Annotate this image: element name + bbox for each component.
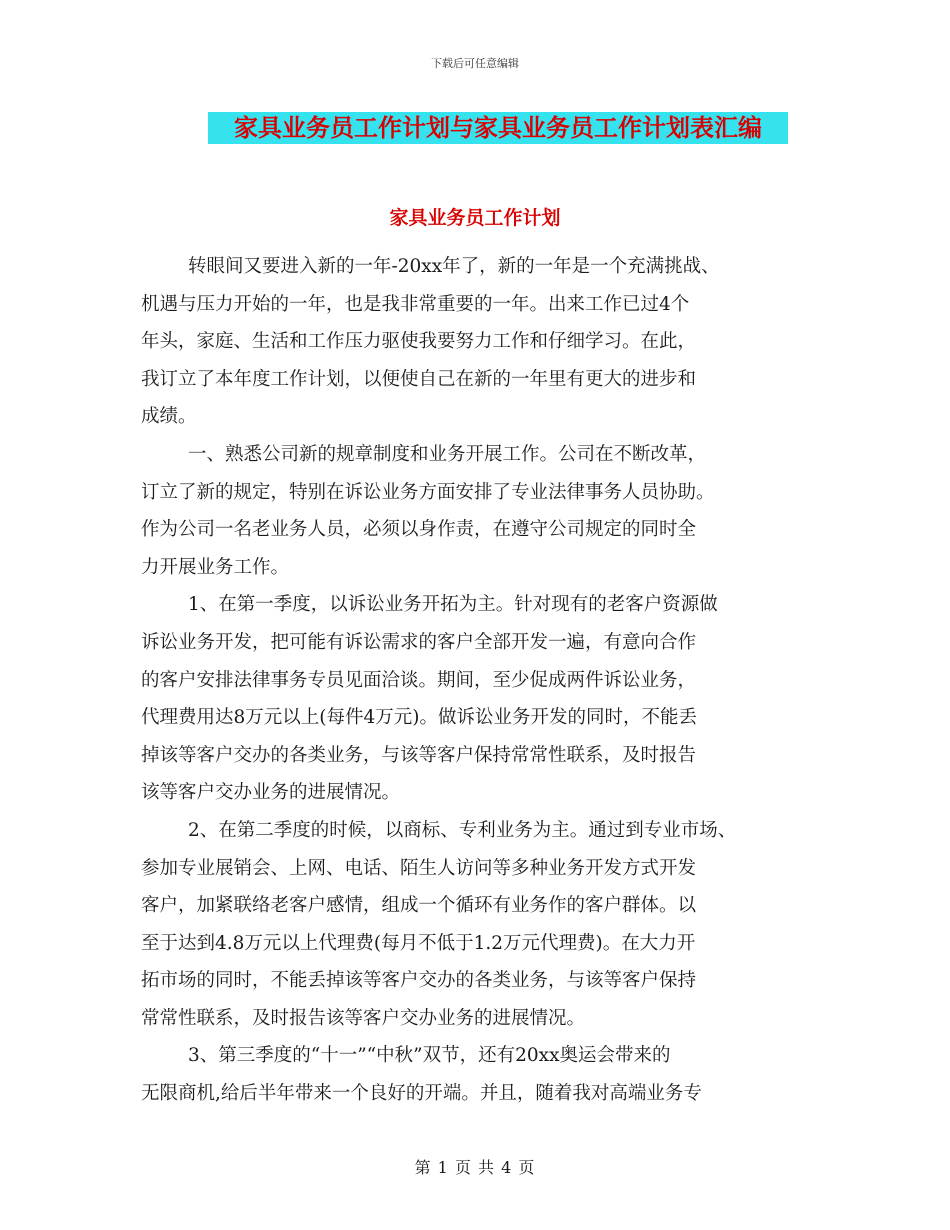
text-line: 我订立了本年度工作计划，以便使自己在新的一年里有更大的进步和 [141,368,697,390]
text-line: 转眼间又要进入新的一年-20xx年了，新的一年是一个充满挑战、 [188,256,720,277]
text-line: 诉讼业务开发，把可能有诉讼需求的客户全部开发一遍，有意向合作 [141,631,697,653]
text-line: 作为公司一名老业务人员，必须以身作责，在遵守公司规定的同时全 [141,519,697,541]
text-line: 3、第三季度的“十一”“中秋”双节，还有20xx奥运会带来的 [188,1045,671,1067]
text-line: 至于达到4.8万元以上代理费(每月不低于1.2万元代理费)。在大力开 [141,932,696,954]
text-line: 力开展业务工作。 [141,556,290,578]
document-title: 家具业务员工作计划与家具业务员工作计划表汇编 [208,112,788,144]
text-line: 1、在第一季度，以诉讼业务开拓为主。针对现有的老客户资源做 [188,594,718,616]
text-line: 无限商机,给后半年带来一个良好的开端。并且，随着我对高端业务专 [141,1083,702,1105]
text-line: 机遇与压力开始的一年，也是我非常重要的一年。出来工作已过4个 [141,293,690,315]
header-note: 下载后可任意编辑 [431,57,519,70]
text-line: 该等客户交办业务的进展情况。 [141,782,401,804]
text-line: 拓市场的同时，不能丢掉该等客户交办的各类业务，与该等客户保持 [141,970,697,992]
text-line: 代理费用达8万元以上(每件4万元)。做诉讼业务开发的同时，不能丢 [141,707,697,729]
text-line: 一、熟悉公司新的规章制度和业务开展工作。公司在不断改革， [188,443,707,465]
text-line: 成绩。 [141,406,197,428]
document-body [141,248,827,1113]
text-line: 参加专业展销会、上网、电话、陌生人访问等多种业务开发方式开发 [141,857,697,879]
text-line: 掉该等客户交办的各类业务，与该等客户保持常常性联系，及时报告 [141,744,697,766]
text-line: 2、在第二季度的时候，以商标、专利业务为主。通过到专业市场、 [188,819,737,841]
text-line: 常常性联系，及时报告该等客户交办业务的进展情况。 [141,1007,586,1029]
text-line: 订立了新的规定，特别在诉讼业务方面安排了专业法律事务人员协助。 [141,481,715,503]
page-number: 第 1 页 共 4 页 [414,1158,536,1177]
text-line: 年头，家庭、生活和工作压力驱使我要努力工作和仔细学习。在此， [141,331,697,353]
section-title: 家具业务员工作计划 [389,207,561,229]
text-line: 客户，加紧联络老客户感情，组成一个循环有业务作的客户群体。以 [141,895,697,917]
text-line: 的客户安排法律事务专员见面洽谈。期间，至少促成两件诉讼业务， [141,669,697,691]
